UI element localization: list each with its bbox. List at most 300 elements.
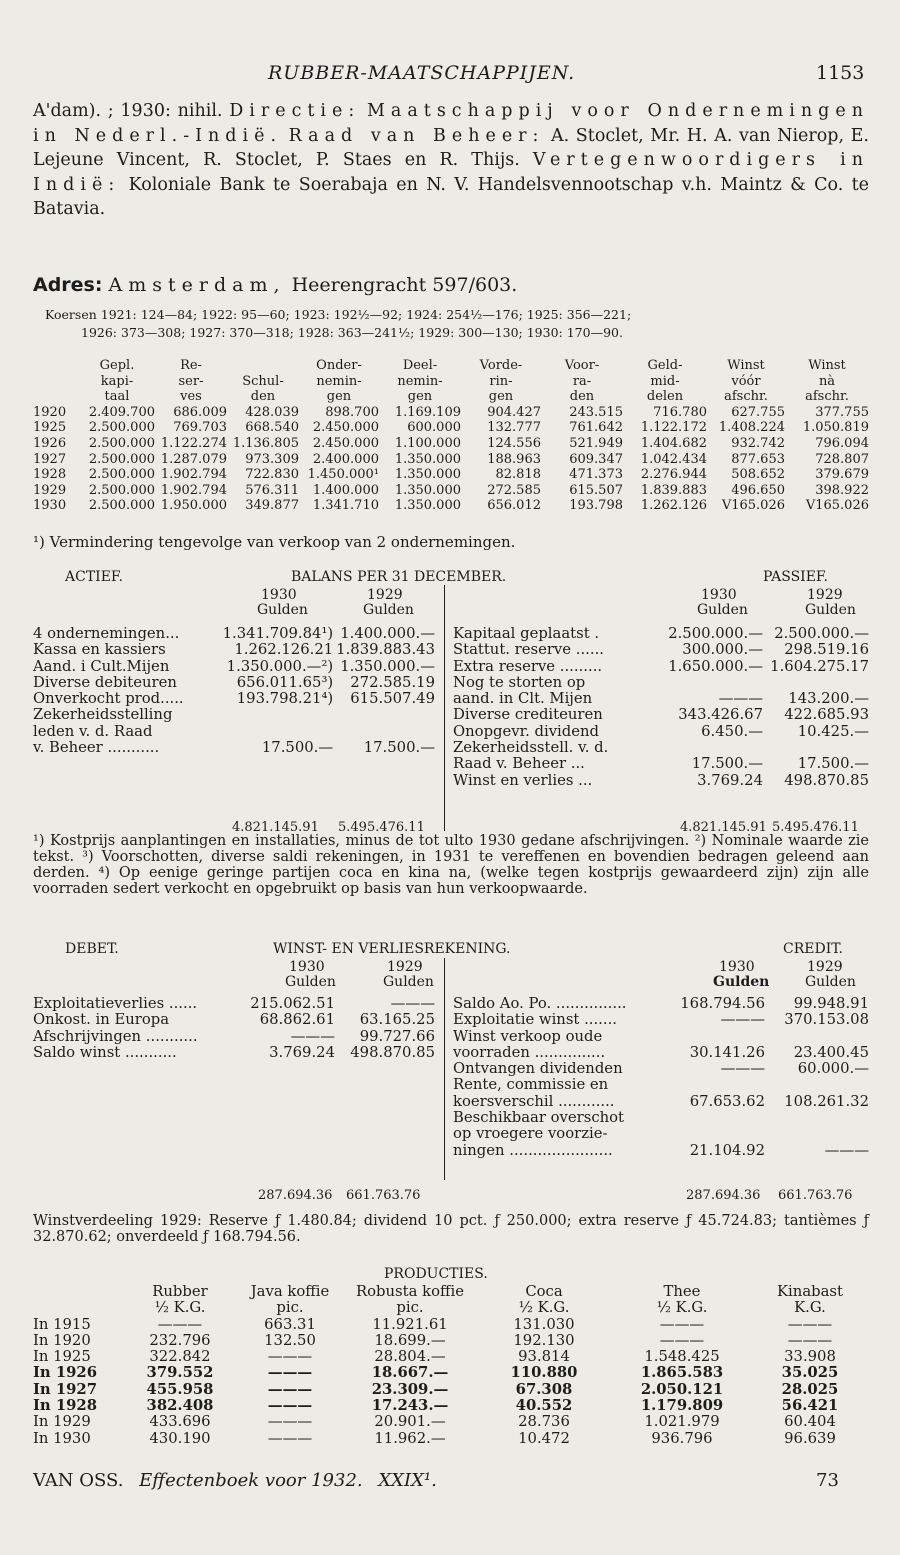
stats-cell: 973.309 xyxy=(245,451,299,467)
actief-value-1929: 272.585.19 xyxy=(350,673,435,691)
balans-unit-a2: Gulden xyxy=(363,602,414,618)
actief-value-1930: 1.341.709.84¹) xyxy=(222,625,334,642)
producties-cell: 23.309.— xyxy=(371,1380,449,1398)
balans-title: BALANS PER 31 DECEMBER. xyxy=(291,569,507,585)
producties-header-cell: Java koffie xyxy=(250,1283,330,1300)
producties-cell: 35.025 xyxy=(781,1364,839,1382)
producties-cell: ——— xyxy=(267,1429,313,1447)
producties-title: PRODUCTIES. xyxy=(384,1266,488,1282)
stats-header-cell: Gepl. xyxy=(99,358,135,373)
balans-year-p2: 1929 xyxy=(807,587,843,603)
stats-year: 1928 xyxy=(33,467,67,483)
stats-row xyxy=(33,498,869,514)
actief-value-1929 xyxy=(333,724,435,740)
producties-cell: 20.901.— xyxy=(374,1413,446,1431)
stats-cell: 668.540 xyxy=(245,420,299,436)
producties-year: In 1915 xyxy=(33,1315,91,1333)
stats-cell: 272.585 xyxy=(487,482,541,498)
producties-cell: 10.472 xyxy=(518,1429,570,1447)
producties-year: In 1920 xyxy=(33,1331,91,1349)
producties-cell: 110.880 xyxy=(510,1364,578,1382)
actief-row xyxy=(33,691,435,707)
passief-value-1930: ——— xyxy=(718,690,763,708)
passief-label: aand. in Clt. Mijen xyxy=(453,690,593,708)
producties-header-cell: pic. xyxy=(276,1299,304,1317)
credit-value-1930: ——— xyxy=(720,1060,765,1078)
producties-header-cell: Coca xyxy=(525,1283,563,1300)
passief-value-1929: 10.425.— xyxy=(797,722,869,740)
passief-row xyxy=(453,773,869,789)
stats-header-cell: delen xyxy=(646,389,684,405)
credit-value-1929: 99.948.91 xyxy=(793,995,869,1012)
actief-value-1930: 1.262.126.21 xyxy=(234,641,334,659)
stats-cell: 2.409.700 xyxy=(88,404,155,420)
producties-row xyxy=(33,1317,869,1333)
producties-cell: 17.243.— xyxy=(371,1397,449,1415)
stats-header-cell: ves xyxy=(180,389,202,405)
stats-cell: 521.949 xyxy=(569,435,623,451)
producties-row xyxy=(33,1349,869,1365)
passief-row xyxy=(453,707,869,723)
credit-row xyxy=(453,1012,869,1028)
actief-value-1929: 1.839.883.43 xyxy=(336,641,435,659)
credit-row xyxy=(453,1061,869,1077)
passief-value-1930 xyxy=(663,675,763,691)
stats-cell: 1.262.126 xyxy=(640,498,707,514)
stats-cell: 243.515 xyxy=(569,404,623,420)
stats-cell: 471.373 xyxy=(569,467,623,483)
balans-unit-a1: Gulden xyxy=(257,602,308,618)
passief-value-1930: 17.500.— xyxy=(691,755,763,773)
producties-row xyxy=(33,1398,869,1414)
actief-value-1930: 193.798.21⁴) xyxy=(236,690,334,708)
credit-value-1930: 168.794.56 xyxy=(680,995,765,1012)
credit-label: Beschikbaar overschot xyxy=(453,1109,624,1127)
company-intro xyxy=(33,99,869,222)
winst-unit-d2: Gulden xyxy=(383,974,434,990)
stats-row xyxy=(33,467,869,483)
stats-cell: 898.700 xyxy=(325,404,379,420)
producties-header-cell: pic. xyxy=(396,1299,424,1317)
intro-text: A'dam). ; 1930: nihil. xyxy=(33,101,223,121)
credit-label: op vroegere voorzie- xyxy=(453,1125,608,1143)
producties-cell: ——— xyxy=(267,1380,313,1398)
stats-row xyxy=(33,436,869,452)
stats-cell: 379.679 xyxy=(815,467,869,483)
stats-header-cell: Onder- xyxy=(316,358,362,373)
stats-cell: 761.642 xyxy=(569,420,623,436)
actief-row xyxy=(33,724,435,740)
credit-label: ningen ...................... xyxy=(453,1141,613,1159)
stats-cell: 1.450.000¹ xyxy=(307,467,379,483)
actief-value-1930: 17.500.— xyxy=(261,739,334,757)
actief-row xyxy=(33,642,435,658)
stats-cell: 1.350.000 xyxy=(394,498,461,514)
passief-value-1930: 2.500.000.— xyxy=(668,625,763,642)
winst-title: WINST- EN VERLIESREKENING. xyxy=(273,941,511,957)
credit-row xyxy=(453,1045,869,1061)
stats-header-cell: rin- xyxy=(489,373,513,389)
actief-label: 4 ondernemingen... xyxy=(33,625,180,642)
debet-value-1930: 3.769.24 xyxy=(269,1043,335,1061)
stats-cell: V165.026 xyxy=(805,498,869,514)
stats-header-cell xyxy=(227,358,299,374)
debet-label: Saldo winst ........... xyxy=(33,1043,177,1061)
producties-header-cell: Thee xyxy=(663,1283,701,1300)
actief-value-1929: 1.400.000.— xyxy=(340,625,435,642)
stats-cell: 1.042.434 xyxy=(640,451,707,467)
stats-row xyxy=(33,405,869,421)
producties-header-year xyxy=(33,1284,125,1300)
actief-value-1929: 615.507.49 xyxy=(350,690,435,708)
stats-header-cell: Schul- xyxy=(242,373,284,389)
footer-publisher: VAN OSS. xyxy=(33,1470,124,1491)
winst-year-c1: 1930 xyxy=(719,959,755,975)
passief-value-1930: 1.650.000.— xyxy=(668,657,763,675)
passief-label: Nog te storten op xyxy=(453,673,586,691)
credit-label: voorraden ............... xyxy=(453,1043,606,1061)
producties-cell: 1.021.979 xyxy=(644,1413,720,1431)
passief-label: Onopgevr. dividend xyxy=(453,722,600,740)
actief-value-1930: 656.011.65³) xyxy=(236,673,334,691)
stats-cell: 398.922 xyxy=(815,482,869,498)
stats-cell: 2.276.944 xyxy=(640,467,707,483)
stats-cell: 722.830 xyxy=(245,467,299,483)
actief-value-1929 xyxy=(333,707,435,723)
passief-value-1929 xyxy=(763,675,869,691)
producties-header-cell: ½ K.G. xyxy=(154,1299,206,1317)
winst-total-c2: 661.763.76 xyxy=(778,1188,853,1203)
stats-header-row xyxy=(33,374,869,390)
stats-header-cell: Geld- xyxy=(647,358,683,373)
stats-cell: 1.400.000 xyxy=(312,482,379,498)
stats-cell: 377.755 xyxy=(815,404,869,420)
producties-year: In 1928 xyxy=(33,1397,98,1415)
balans-passief-table xyxy=(453,626,869,789)
address-line xyxy=(33,274,517,296)
stats-cell: 932.742 xyxy=(731,435,785,451)
stats-cell: 1.122.274 xyxy=(160,435,227,451)
credit-value-1930: 67.653.62 xyxy=(689,1092,765,1110)
koersen-line-1: Koersen 1921: 124—84; 1922: 95—60; 1923: 192½—92; 1924: 254½—176; 1925: 356—221; xyxy=(45,307,632,322)
debet-value-1929: 63.165.25 xyxy=(359,1011,435,1029)
passief-row xyxy=(453,724,869,740)
stats-cell: 1.050.819 xyxy=(802,420,869,436)
stats-header-cell: ser- xyxy=(178,373,204,389)
stats-header-row xyxy=(33,389,869,405)
stats-header-cell: Vorde- xyxy=(479,358,523,373)
balans-divider xyxy=(444,585,445,831)
credit-label: Rente, commissie en xyxy=(453,1076,609,1094)
producties-cell: ——— xyxy=(267,1348,313,1366)
passief-row xyxy=(453,659,869,675)
stats-header-cell: mid- xyxy=(650,373,680,389)
debet-row xyxy=(33,1029,435,1045)
credit-value-1929: 23.400.45 xyxy=(793,1043,869,1061)
passief-row xyxy=(453,691,869,707)
stats-cell: 1.122.172 xyxy=(640,420,707,436)
balans-unit-p1: Gulden xyxy=(697,602,748,618)
producties-cell: ——— xyxy=(267,1364,313,1382)
credit-row xyxy=(453,1126,869,1142)
credit-value-1929 xyxy=(765,1126,869,1142)
passief-value-1930: 343.426.67 xyxy=(678,706,763,724)
credit-row xyxy=(453,1094,869,1110)
stats-header-cell: Voor- xyxy=(564,358,600,373)
stats-cell: 1.341.710 xyxy=(312,498,379,514)
balans-footnote: ¹) Kostprijs aanplantingen en installaties, minus de tot ulto 1930 gedane afschrijvingen. ²) Nominale waarde zie tekst. ³) Voorschotten, diverse saldi rekeningen, in 1931 te vereffenen en bovendien bedragen geleend aan derden. ⁴) Op eenige geringe partijen coca en kina na, (welke tegen kostprijs gewaardeerd zijn) zijn alle voorraden sedert verkocht en opgebruikt op basis van hun verkoopwaarde. xyxy=(33,833,869,897)
debet-value-1929: ——— xyxy=(390,995,435,1012)
directie-label: Directie: xyxy=(229,101,361,121)
producties-cell: 433.696 xyxy=(149,1413,211,1431)
debet-row xyxy=(33,1045,435,1061)
producties-cell: 18.667.— xyxy=(371,1364,449,1382)
winst-total-c1: 287.694.36 xyxy=(686,1188,761,1203)
winst-debet-table xyxy=(33,996,435,1061)
vert-value: Koloniale Bank te Soerabaja en N. V. Handelsvennootschap v.h. Maintz & Co. te Batavia. xyxy=(33,174,869,219)
stats-cell: 1.136.805 xyxy=(232,435,299,451)
actief-label: v. Beheer ........... xyxy=(33,739,160,757)
producties-cell: 1.865.583 xyxy=(640,1364,724,1382)
stats-cell: 1.839.883 xyxy=(640,482,707,498)
producties-cell: 11.921.61 xyxy=(372,1315,448,1333)
producties-header-cell: ½ K.G. xyxy=(518,1299,570,1317)
stats-header-cell: Re- xyxy=(180,358,202,373)
passief-value-1929: 143.200.— xyxy=(788,690,869,708)
actief-value-1929: 17.500.— xyxy=(363,739,435,757)
passief-value-1930: 6.450.— xyxy=(701,722,763,740)
actief-label: Aand. i Cult.Mijen xyxy=(33,657,170,675)
stats-cell: 1.287.079 xyxy=(160,451,227,467)
vert-label: Vertegenwoordigers in Indië: xyxy=(33,150,869,195)
producties-cell: 1.548.425 xyxy=(644,1348,720,1366)
debet-row xyxy=(33,1012,435,1028)
footer xyxy=(33,1470,437,1491)
address-street: Heerengracht 597/603. xyxy=(291,274,518,296)
stats-cell: 576.311 xyxy=(245,482,299,498)
credit-row xyxy=(453,1143,869,1159)
credit-value-1930: 30.141.26 xyxy=(689,1043,765,1061)
balans-total-a2: 5.495.476.11 xyxy=(338,820,425,835)
winst-section xyxy=(33,940,869,1170)
passief-row xyxy=(453,740,869,756)
producties-cell: 11.962.— xyxy=(374,1429,446,1447)
balans-actief-label: ACTIEF. xyxy=(65,569,123,585)
stats-cell: 728.807 xyxy=(815,451,869,467)
stats-cell: 609.347 xyxy=(569,451,623,467)
balans-year-a2: 1929 xyxy=(367,587,403,603)
stats-header-cell: Winst xyxy=(727,358,765,373)
passief-label: Zekerheidsstell. v. d. xyxy=(453,739,609,757)
stats-row xyxy=(33,452,869,468)
stats-cell: 877.653 xyxy=(731,451,785,467)
credit-row xyxy=(453,1077,869,1093)
winst-credit-label: CREDIT. xyxy=(783,941,843,957)
producties-cell: ——— xyxy=(659,1331,705,1349)
stats-header-cell: ra- xyxy=(572,373,592,389)
stats-cell: 686.009 xyxy=(173,404,227,420)
passief-value-1929: 422.685.93 xyxy=(784,706,869,724)
winst-year-d2: 1929 xyxy=(387,959,423,975)
stats-header-cell: gen xyxy=(326,389,352,405)
credit-value-1929 xyxy=(765,1110,869,1126)
producties-cell: 132.50 xyxy=(264,1331,316,1349)
debet-value-1930: 215.062.51 xyxy=(250,995,335,1012)
winst-credit-table xyxy=(453,996,869,1159)
stats-cell: 2.500.000 xyxy=(88,420,155,436)
directie-value: Maatschappij voor Ondernemingen in Nederl.-Indië. xyxy=(33,101,869,146)
stats-header-cell: nemin- xyxy=(397,373,443,389)
actief-row xyxy=(33,626,435,642)
actief-value-1930 xyxy=(223,724,334,740)
stats-year: 1925 xyxy=(33,420,67,436)
stats-cell: 2.450.000 xyxy=(312,435,379,451)
producties-cell: ——— xyxy=(157,1315,203,1333)
balans-total-p1: 4.821.145.91 xyxy=(680,820,767,835)
stats-cell: 1.404.682 xyxy=(640,435,707,451)
credit-value-1929: 60.000.— xyxy=(797,1060,869,1078)
address-city: Amsterdam, xyxy=(108,274,286,296)
footer-book: Effectenboek voor 1932. xyxy=(139,1470,363,1491)
credit-value-1930 xyxy=(675,1029,765,1045)
credit-row xyxy=(453,1110,869,1126)
passief-label: Extra reserve ......... xyxy=(453,657,603,675)
credit-label: Saldo Ao. Po. ............... xyxy=(453,995,627,1012)
actief-label: Zekerheidsstelling xyxy=(33,706,173,724)
credit-row xyxy=(453,996,869,1012)
producties-header-cell: Rubber xyxy=(152,1283,208,1300)
raad-value: A. Stoclet, Mr. H. A. van Nierop, E. Lejeune Vincent, R. Stoclet, P. Staes en R. Thijs. xyxy=(33,125,869,170)
producties-row xyxy=(33,1333,869,1349)
winst-year-d1: 1930 xyxy=(289,959,325,975)
winst-divider xyxy=(444,958,445,1180)
passief-row xyxy=(453,642,869,658)
producties-year: In 1927 xyxy=(33,1380,98,1398)
stats-cell: 428.039 xyxy=(245,404,299,420)
producties-table xyxy=(33,1284,869,1447)
credit-value-1929 xyxy=(765,1029,869,1045)
producties-cell: ——— xyxy=(787,1331,833,1349)
passief-label: Raad v. Beheer ... xyxy=(453,755,585,773)
stats-cell: 656.012 xyxy=(487,498,541,514)
producties-row xyxy=(33,1382,869,1398)
debet-label: Exploitatieverlies ...... xyxy=(33,995,198,1012)
stats-year: 1929 xyxy=(33,482,67,498)
stats-cell: 2.400.000 xyxy=(312,451,379,467)
stats-header-cell: nemin- xyxy=(316,373,362,389)
producties-cell: 430.190 xyxy=(149,1429,211,1447)
stats-header-row xyxy=(33,358,869,374)
stats-header-cell: nà xyxy=(818,373,836,389)
stats-cell: 193.798 xyxy=(569,498,623,514)
producties-header-row xyxy=(33,1284,869,1300)
koersen-line-2: 1926: 373—308; 1927: 370—318; 1928: 363—241½; 1929: 300—130; 1930: 170—90. xyxy=(81,325,623,340)
passief-label: Winst en verlies ... xyxy=(453,771,593,789)
credit-value-1930 xyxy=(675,1110,765,1126)
stats-cell: 1.902.794 xyxy=(160,482,227,498)
stats-footnote: ¹) Vermindering tengevolge van verkoop van 2 ondernemingen. xyxy=(33,533,516,551)
stats-cell: 349.877 xyxy=(245,498,299,514)
producties-cell: 28.736 xyxy=(518,1413,570,1431)
stats-header-year xyxy=(33,374,79,390)
passief-label: Diverse crediteuren xyxy=(453,706,603,724)
winst-unit-d1: Gulden xyxy=(285,974,336,990)
stats-header-cell: gen xyxy=(488,389,514,405)
credit-row xyxy=(453,1029,869,1045)
stats-header-cell: Winst xyxy=(808,358,846,373)
producties-cell: 663.31 xyxy=(264,1315,316,1333)
producties-row xyxy=(33,1365,869,1381)
actief-row xyxy=(33,740,435,756)
footer-volume: XXIX¹. xyxy=(378,1470,437,1491)
running-title: RUBBER-MAATSCHAPPIJEN. xyxy=(268,62,576,84)
actief-label: leden v. d. Raad xyxy=(33,722,153,740)
stats-table xyxy=(33,358,869,514)
stats-header-cell: Deel- xyxy=(402,358,438,373)
stats-cell: 188.963 xyxy=(487,451,541,467)
stats-cell: 627.755 xyxy=(731,404,785,420)
stats-year: 1926 xyxy=(33,435,67,451)
actief-label: Diverse debiteuren xyxy=(33,673,177,691)
producties-cell: 455.958 xyxy=(146,1380,214,1398)
producties-cell: 382.408 xyxy=(146,1397,214,1415)
passief-value-1929: 1.604.275.17 xyxy=(770,657,869,675)
actief-label: Onverkocht prod..... xyxy=(33,690,184,708)
stats-cell: V165.026 xyxy=(721,498,785,514)
producties-cell: 40.552 xyxy=(515,1397,573,1415)
credit-value-1929 xyxy=(765,1077,869,1093)
koersen xyxy=(45,306,860,342)
credit-value-1929: ——— xyxy=(824,1141,869,1159)
producties-header-cell: ½ K.G. xyxy=(656,1299,708,1317)
debet-value-1929: 498.870.85 xyxy=(350,1043,435,1061)
producties-cell: 28.025 xyxy=(781,1380,839,1398)
stats-cell: 2.500.000 xyxy=(88,482,155,498)
stats-year: 1920 xyxy=(33,404,67,420)
stats-cell: 2.500.000 xyxy=(88,435,155,451)
actief-value-1929: 1.350.000.— xyxy=(340,657,435,675)
producties-cell: ——— xyxy=(267,1413,313,1431)
debet-value-1930: 68.862.61 xyxy=(259,1011,335,1029)
stats-header-cell: den xyxy=(250,389,276,405)
winst-debet-label: DEBET. xyxy=(65,941,119,957)
actief-row xyxy=(33,659,435,675)
passief-value-1929: 498.870.85 xyxy=(784,771,869,789)
credit-value-1930: 21.104.92 xyxy=(689,1141,765,1159)
passief-value-1929: 298.519.16 xyxy=(784,641,869,659)
stats-cell: 796.094 xyxy=(815,435,869,451)
footer-page: 73 xyxy=(816,1470,839,1491)
stats-header-cell: den xyxy=(569,389,595,405)
stats-cell: 600.000 xyxy=(407,420,461,436)
stats-header-cell: afschr. xyxy=(724,389,768,405)
stats-cell: 769.703 xyxy=(173,420,227,436)
producties-cell: ——— xyxy=(267,1397,313,1415)
stats-cell: 2.500.000 xyxy=(88,451,155,467)
stats-cell: 2.450.000 xyxy=(312,420,379,436)
stats-cell: 1.350.000 xyxy=(394,482,461,498)
producties-cell: 379.552 xyxy=(146,1364,214,1382)
producties-year: In 1926 xyxy=(33,1364,98,1382)
debet-label: Afschrijvingen ........... xyxy=(33,1027,198,1045)
passief-value-1930: 300.000.— xyxy=(682,641,763,659)
actief-row xyxy=(33,707,435,723)
producties-cell: 60.404 xyxy=(784,1413,836,1431)
actief-label: Kassa en kassiers xyxy=(33,641,166,659)
debet-value-1930: ——— xyxy=(290,1027,335,1045)
stats-cell: 82.818 xyxy=(495,467,541,483)
producties-header-row xyxy=(33,1300,869,1316)
